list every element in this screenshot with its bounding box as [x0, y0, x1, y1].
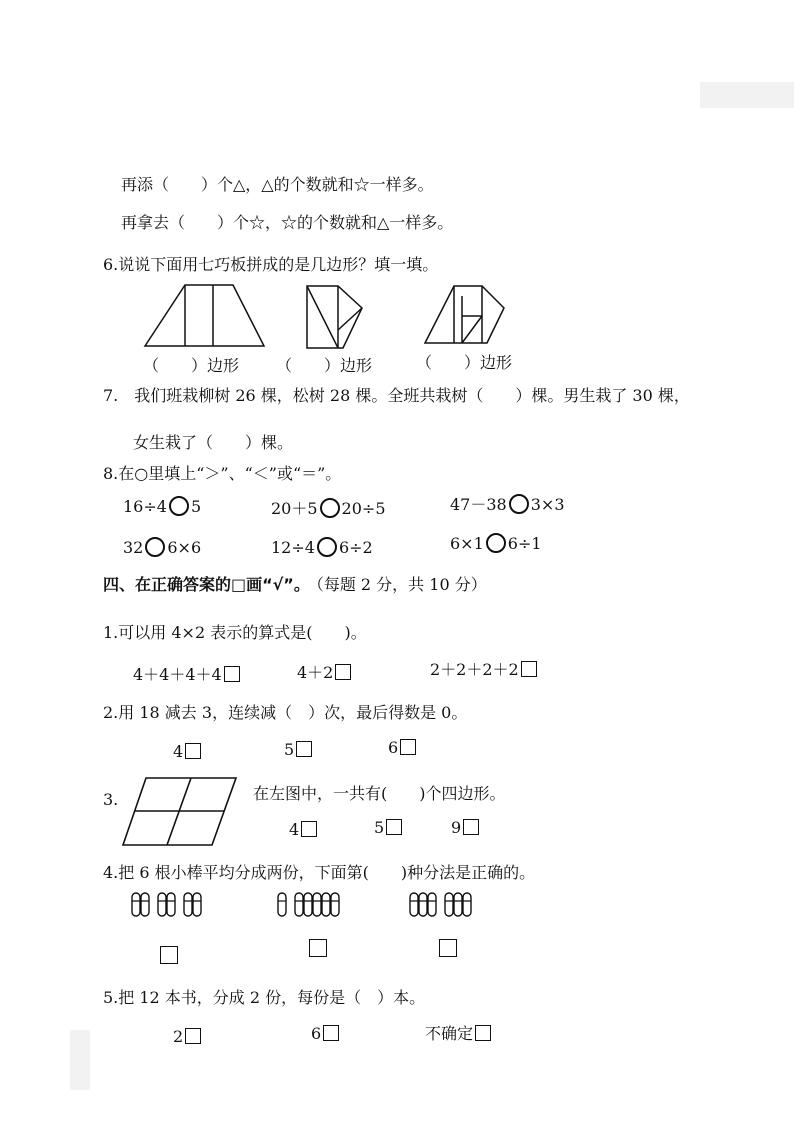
compare-item-2: [271, 496, 386, 519]
section4-score: （每题 2 分，共 10 分）: [315, 575, 487, 594]
option-label: 9: [451, 818, 462, 837]
mc4-checkbox-3[interactable]: [437, 939, 457, 959]
compare-left: 32: [123, 538, 144, 557]
mc4-checkbox-1[interactable]: [158, 946, 178, 966]
checkbox[interactable]: [400, 739, 416, 755]
checkbox[interactable]: [521, 661, 537, 677]
stick: [454, 893, 462, 916]
mc1-option-3: [430, 657, 537, 680]
stick: [158, 893, 166, 916]
checkbox[interactable]: [301, 821, 317, 837]
mc3-number: 3.: [103, 790, 119, 809]
stick: [193, 893, 201, 916]
option-label: 4＋2: [297, 663, 334, 682]
option-label: 5: [374, 818, 385, 837]
checkbox[interactable]: [160, 946, 178, 964]
compare-circle[interactable]: [320, 498, 340, 518]
compare-left: 6×1: [450, 534, 484, 553]
checkbox[interactable]: [224, 666, 240, 682]
mc5-option-1: [173, 1027, 201, 1046]
checkbox[interactable]: [386, 819, 402, 835]
mc1-question: 1.可以用 4×2 表示的算式是( )。: [103, 623, 367, 642]
option-label: 不确定: [425, 1024, 474, 1043]
option-label: 2: [173, 1027, 184, 1046]
scan-shadow-left: [70, 1030, 90, 1090]
compare-right: 3×3: [530, 495, 565, 514]
mc3-option-2: [374, 818, 402, 837]
option-label: 5: [284, 740, 295, 759]
checkbox[interactable]: [296, 741, 312, 757]
stick: [445, 893, 453, 916]
compare-right: 20÷5: [341, 499, 386, 518]
mc4-checkbox-2[interactable]: [307, 939, 327, 959]
compare-item-4: [123, 537, 201, 557]
q7-line1: 7. 我们班栽柳树 26 棵，松树 28 棵。全班共栽树（ ）棵。男生栽了 30 棵，: [103, 386, 690, 405]
q6-answer-2[interactable]: （ ）边形: [276, 356, 373, 375]
stick: [132, 893, 140, 916]
stick: [313, 893, 321, 916]
checkbox[interactable]: [185, 743, 201, 759]
mc2-option-3: [388, 738, 416, 757]
mc2-option-2: [284, 740, 312, 759]
checkbox[interactable]: [185, 1028, 201, 1044]
option-label: 6: [311, 1024, 322, 1043]
compare-circle[interactable]: [317, 537, 337, 557]
compare-circle[interactable]: [509, 494, 529, 514]
mc5-option-3: [425, 1021, 491, 1044]
option-label: 4: [289, 820, 300, 839]
compare-item-5: [271, 537, 373, 557]
stick: [295, 893, 303, 916]
option-label: 4: [173, 742, 184, 761]
stick: [428, 893, 436, 916]
stick: [463, 893, 471, 916]
mc5-question: 5.把 12 本书，分成 2 份，每份是（ ）本。: [103, 988, 426, 1007]
q6-answer-3[interactable]: （ ）边形: [416, 353, 513, 372]
q8-title: 8.在○里填上“＞”、“＜”或“＝”。: [103, 464, 342, 483]
compare-item-3: [450, 492, 565, 515]
mc1-option-2: [297, 660, 351, 683]
q7-line2: 女生栽了（ ）棵。: [133, 433, 294, 452]
stick: [322, 893, 330, 916]
mc1-option-1: [133, 662, 240, 685]
compare-item-1: [123, 496, 201, 516]
compare-right: 5: [190, 497, 202, 516]
stick: [167, 893, 175, 916]
section4-heading: [103, 572, 487, 595]
compare-circle[interactable]: [486, 533, 506, 553]
mc2-question: 2.用 18 减去 3，连续减（ ）次，最后得数是 0。: [103, 703, 468, 722]
stick: [410, 893, 418, 916]
checkbox[interactable]: [323, 1025, 339, 1041]
q6-answer-1[interactable]: （ ）边形: [143, 356, 240, 375]
stick: [331, 893, 339, 916]
mc4-question: 4.把 6 根小棒平均分成两份，下面第( )种分法是正确的。: [103, 863, 536, 882]
compare-right: 6×6: [167, 538, 202, 557]
mc3-option-3: [451, 818, 479, 837]
scan-shadow-top-right: [700, 82, 794, 108]
compare-left: 20＋5: [271, 499, 318, 518]
option-label: 6: [388, 738, 399, 757]
compare-right: 6÷1: [507, 534, 542, 553]
mc2-option-1: [173, 742, 201, 761]
compare-left: 16÷4: [123, 497, 167, 516]
stick: [141, 893, 149, 916]
stick: [184, 893, 192, 916]
mc5-option-2: [311, 1024, 339, 1043]
mc3-question: 在左图中，一共有( )个四边形。: [253, 784, 506, 803]
compare-circle[interactable]: [169, 496, 189, 516]
checkbox[interactable]: [309, 939, 327, 957]
remove-stars-line: 再拿去（ ）个☆，☆的个数就和△一样多。: [121, 213, 454, 232]
q6-title: 6.说说下面用七巧板拼成的是几边形？填一填。: [103, 255, 439, 274]
stick: [419, 893, 427, 916]
checkbox[interactable]: [475, 1025, 491, 1041]
stick: [304, 893, 312, 916]
option-label: 4＋4＋4＋4: [133, 665, 222, 684]
add-triangles-line: 再添（ ）个△，△的个数就和☆一样多。: [121, 175, 434, 194]
compare-item-6: [450, 533, 542, 553]
checkbox[interactable]: [335, 664, 351, 680]
stick: [278, 893, 286, 916]
section4-title: 四、在正确答案的□画“√”。: [103, 575, 310, 594]
compare-left: 47－38: [450, 495, 507, 514]
mc3-option-1: [289, 820, 317, 839]
compare-right: 6÷2: [338, 538, 373, 557]
checkbox[interactable]: [439, 939, 457, 957]
option-label: 2＋2＋2＋2: [430, 660, 519, 679]
compare-left: 12÷4: [271, 538, 315, 557]
checkbox[interactable]: [463, 819, 479, 835]
compare-circle[interactable]: [145, 537, 165, 557]
